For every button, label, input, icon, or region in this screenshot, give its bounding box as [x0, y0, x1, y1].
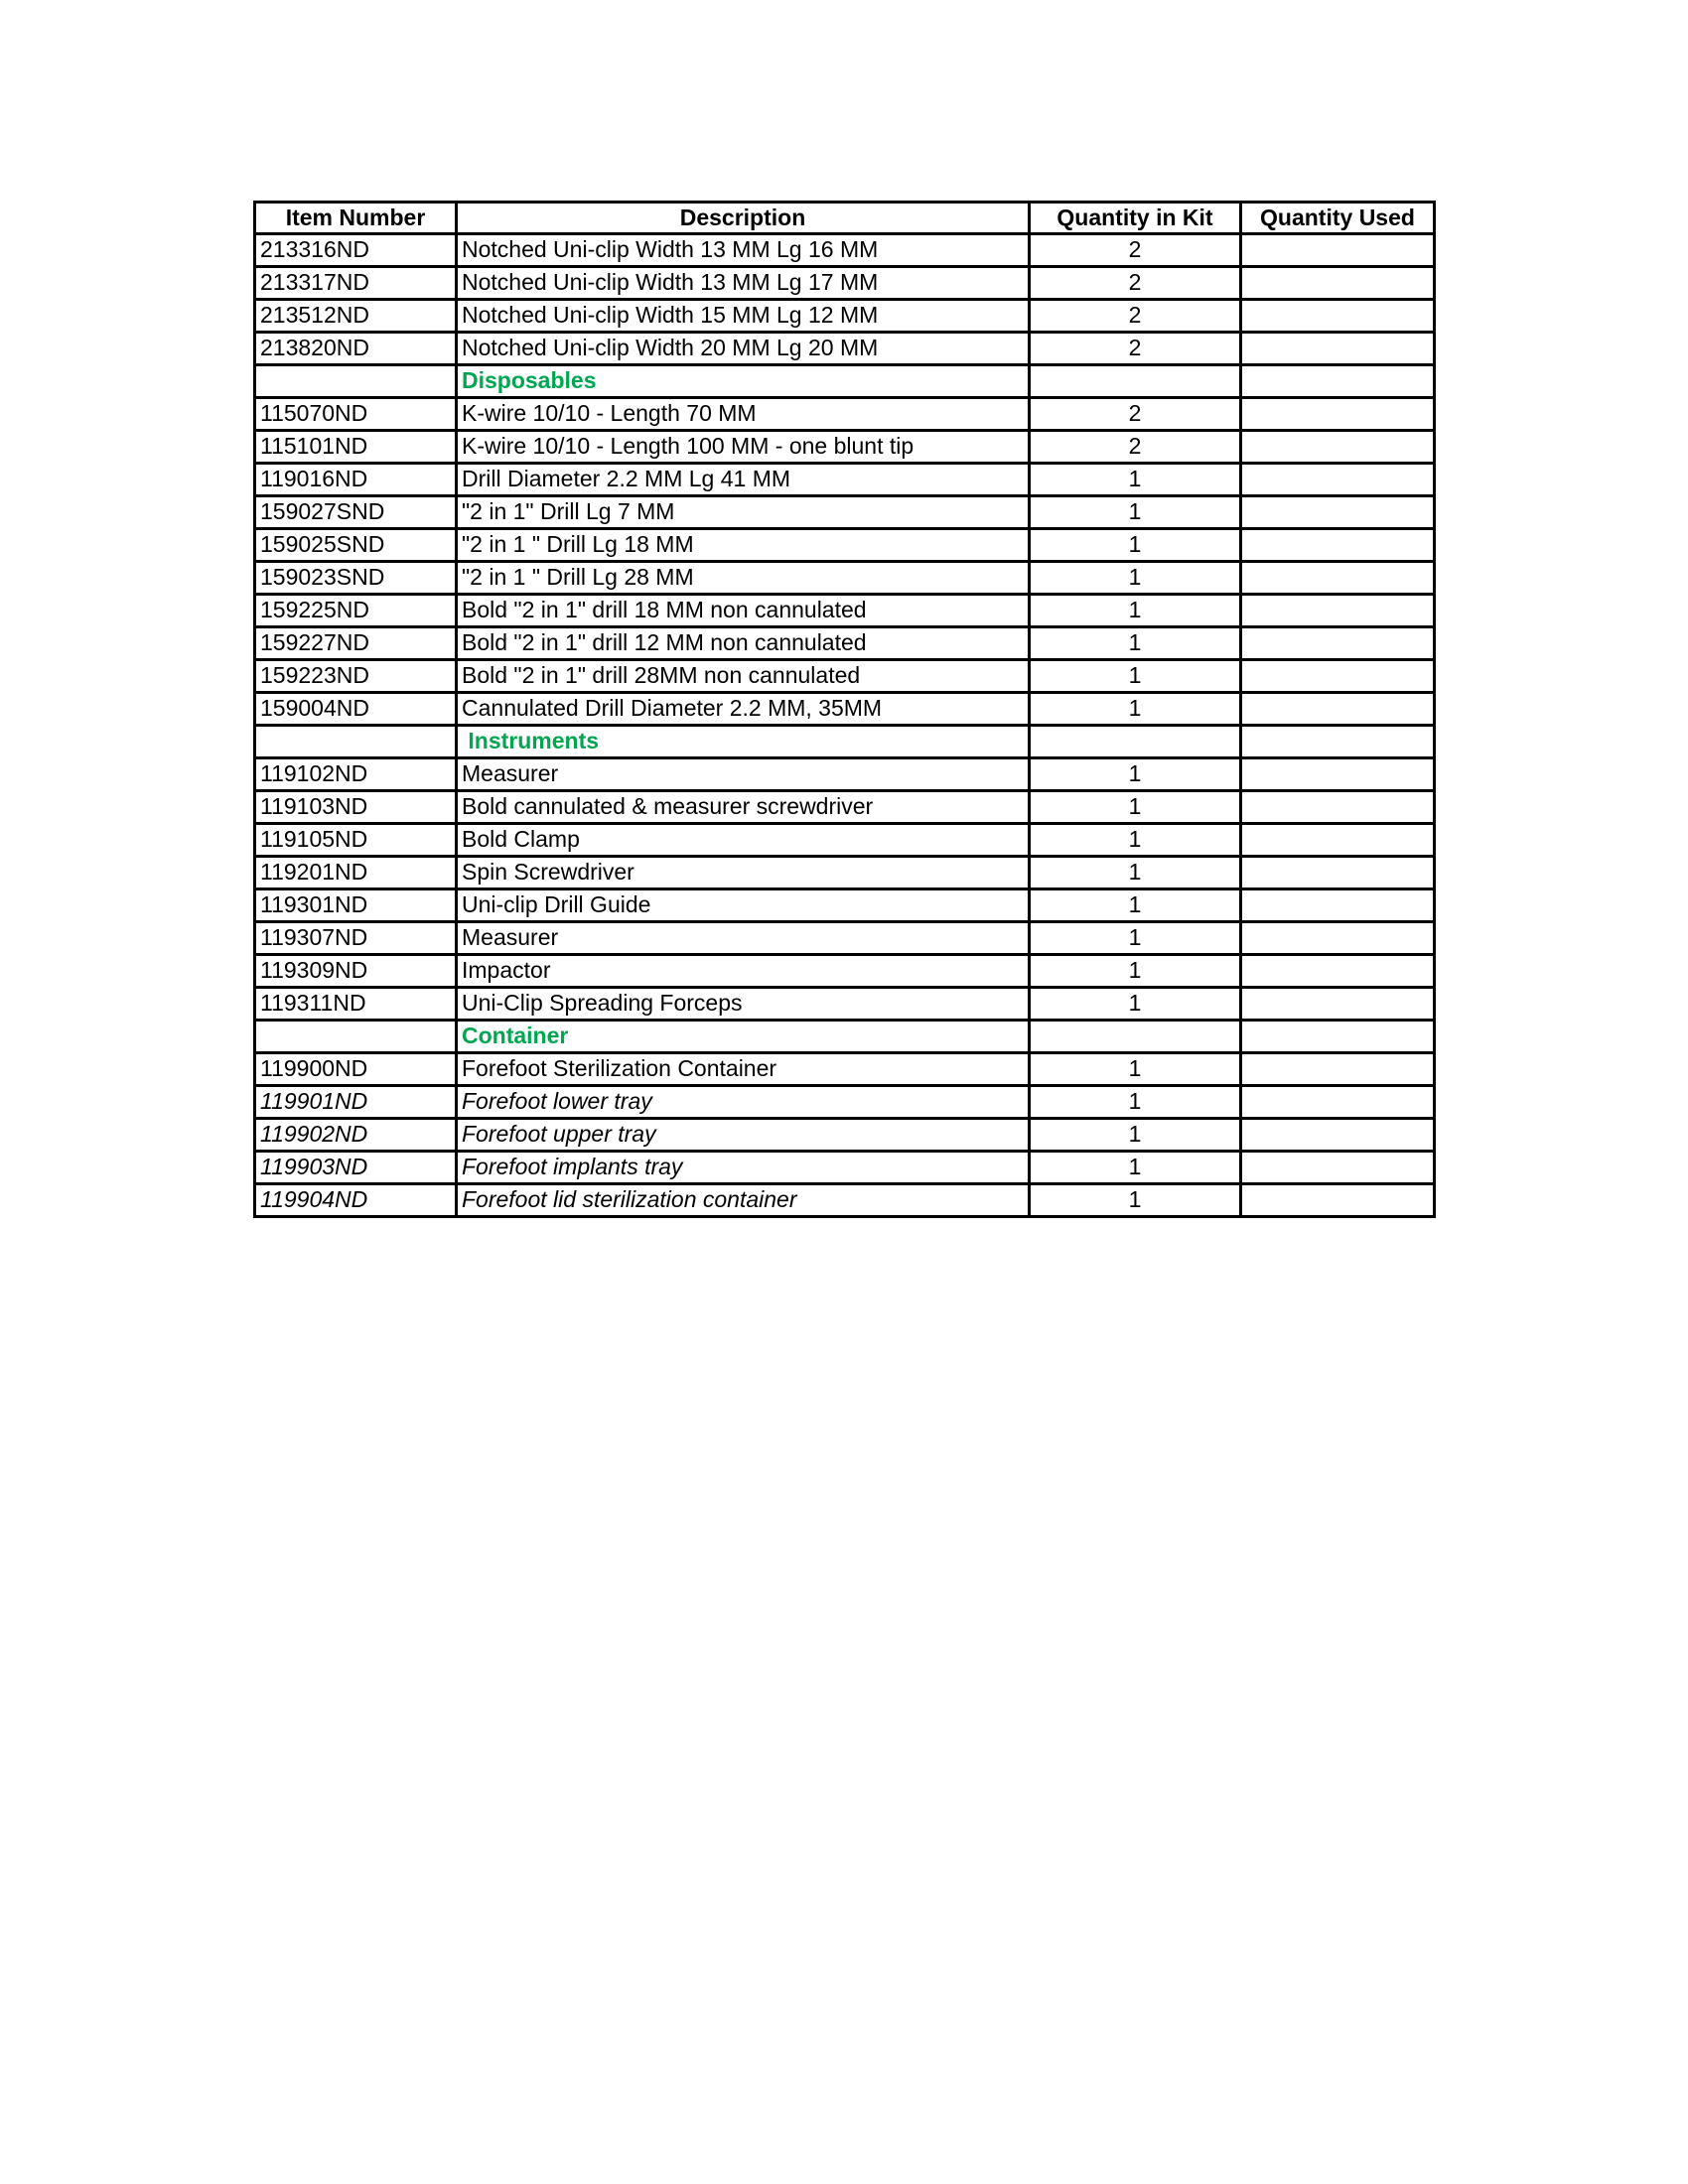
cell-description: Uni-clip Drill Guide — [457, 889, 1030, 922]
cell-quantity-used — [1241, 398, 1435, 431]
header-description: Description — [457, 203, 1030, 234]
cell-item-number: 213512ND — [255, 300, 457, 333]
cell-quantity-used — [1241, 660, 1435, 693]
cell-quantity-used — [1241, 562, 1435, 595]
cell-quantity-in-kit: 1 — [1030, 988, 1241, 1021]
header-quantity-used: Quantity Used — [1241, 203, 1435, 234]
cell-item-number: 159223ND — [255, 660, 457, 693]
cell-description: Bold "2 in 1" drill 18 MM non cannulated — [457, 595, 1030, 627]
cell-quantity-used — [1241, 857, 1435, 889]
cell-item-number: 115101ND — [255, 431, 457, 464]
cell-quantity-used — [1241, 431, 1435, 464]
table-row — [255, 1053, 1435, 1086]
cell-description: Notched Uni-clip Width 15 MM Lg 12 MM — [457, 300, 1030, 333]
section-label: Instruments — [457, 726, 1030, 758]
cell-item-number: 119903ND — [255, 1152, 457, 1184]
cell-quantity-used — [1241, 758, 1435, 791]
cell-description: Forefoot Sterilization Container — [457, 1053, 1030, 1086]
section-label: Disposables — [457, 365, 1030, 398]
cell-quantity-used — [1241, 988, 1435, 1021]
cell-quantity-in-kit: 1 — [1030, 529, 1241, 562]
cell-item-number: 119311ND — [255, 988, 457, 1021]
table-row — [255, 988, 1435, 1021]
cell-quantity-in-kit: 1 — [1030, 791, 1241, 824]
table-row — [255, 431, 1435, 464]
cell-description: Notched Uni-clip Width 13 MM Lg 17 MM — [457, 267, 1030, 300]
kit-table-body — [255, 234, 1435, 1217]
table-row — [255, 627, 1435, 660]
cell-item-number: 119102ND — [255, 758, 457, 791]
cell-item-number: 159227ND — [255, 627, 457, 660]
cell-item-number: 159004ND — [255, 693, 457, 726]
table-row — [255, 922, 1435, 955]
cell-quantity-in-kit: 1 — [1030, 464, 1241, 496]
cell-item-number: 119016ND — [255, 464, 457, 496]
cell-quantity-used — [1241, 1152, 1435, 1184]
cell-quantity-used — [1241, 267, 1435, 300]
section-label: Container — [457, 1021, 1030, 1053]
cell-quantity-in-kit — [1030, 726, 1241, 758]
cell-description: Forefoot lower tray — [457, 1086, 1030, 1119]
cell-item-number: 159225ND — [255, 595, 457, 627]
cell-item-number: 159027SND — [255, 496, 457, 529]
cell-description: Measurer — [457, 758, 1030, 791]
cell-description: Cannulated Drill Diameter 2.2 MM, 35MM — [457, 693, 1030, 726]
cell-quantity-in-kit: 1 — [1030, 857, 1241, 889]
cell-quantity-used — [1241, 234, 1435, 267]
cell-quantity-used — [1241, 496, 1435, 529]
table-row — [255, 824, 1435, 857]
cell-quantity-in-kit: 2 — [1030, 267, 1241, 300]
cell-description: "2 in 1 " Drill Lg 28 MM — [457, 562, 1030, 595]
cell-item-number: 119103ND — [255, 791, 457, 824]
cell-item-number: 119901ND — [255, 1086, 457, 1119]
table-row — [255, 955, 1435, 988]
cell-description: Bold "2 in 1" drill 12 MM non cannulated — [457, 627, 1030, 660]
table-row — [255, 562, 1435, 595]
cell-item-number: 119201ND — [255, 857, 457, 889]
cell-quantity-in-kit: 1 — [1030, 1053, 1241, 1086]
cell-quantity-in-kit: 1 — [1030, 627, 1241, 660]
cell-item-number: 213820ND — [255, 333, 457, 365]
cell-description: Forefoot implants tray — [457, 1152, 1030, 1184]
cell-item-number: 119900ND — [255, 1053, 457, 1086]
cell-description: Bold cannulated & measurer screwdriver — [457, 791, 1030, 824]
cell-quantity-in-kit: 1 — [1030, 922, 1241, 955]
kit-table-header — [255, 203, 1435, 234]
cell-quantity-in-kit: 1 — [1030, 955, 1241, 988]
table-row — [255, 660, 1435, 693]
cell-quantity-in-kit — [1030, 365, 1241, 398]
cell-quantity-in-kit: 1 — [1030, 595, 1241, 627]
cell-quantity-used — [1241, 1021, 1435, 1053]
cell-quantity-in-kit: 2 — [1030, 300, 1241, 333]
header-quantity-in-kit: Quantity in Kit — [1030, 203, 1241, 234]
table-row — [255, 889, 1435, 922]
table-row — [255, 693, 1435, 726]
cell-quantity-in-kit: 1 — [1030, 1119, 1241, 1152]
cell-quantity-in-kit: 1 — [1030, 889, 1241, 922]
cell-description: Impactor — [457, 955, 1030, 988]
table-row — [255, 1184, 1435, 1217]
table-row — [255, 496, 1435, 529]
cell-item-number — [255, 1021, 457, 1053]
cell-item-number: 119105ND — [255, 824, 457, 857]
cell-quantity-used — [1241, 824, 1435, 857]
cell-quantity-used — [1241, 365, 1435, 398]
header-row — [255, 203, 1435, 234]
cell-item-number: 119902ND — [255, 1119, 457, 1152]
cell-quantity-in-kit: 2 — [1030, 234, 1241, 267]
cell-quantity-used — [1241, 1119, 1435, 1152]
cell-item-number: 213316ND — [255, 234, 457, 267]
cell-quantity-in-kit: 2 — [1030, 398, 1241, 431]
table-row — [255, 300, 1435, 333]
cell-quantity-used — [1241, 333, 1435, 365]
cell-quantity-in-kit: 2 — [1030, 333, 1241, 365]
cell-quantity-used — [1241, 726, 1435, 758]
cell-item-number: 159023SND — [255, 562, 457, 595]
cell-description: Uni-Clip Spreading Forceps — [457, 988, 1030, 1021]
cell-quantity-used — [1241, 791, 1435, 824]
cell-quantity-used — [1241, 955, 1435, 988]
cell-item-number: 159025SND — [255, 529, 457, 562]
header-item-number: Item Number — [255, 203, 457, 234]
cell-quantity-used — [1241, 464, 1435, 496]
cell-description: Spin Screwdriver — [457, 857, 1030, 889]
table-row — [255, 234, 1435, 267]
cell-description: Forefoot lid sterilization container — [457, 1184, 1030, 1217]
table-row — [255, 529, 1435, 562]
cell-quantity-in-kit: 1 — [1030, 1152, 1241, 1184]
cell-quantity-used — [1241, 529, 1435, 562]
table-row — [255, 791, 1435, 824]
section-row — [255, 726, 1435, 758]
table-row — [255, 333, 1435, 365]
cell-quantity-in-kit: 1 — [1030, 562, 1241, 595]
table-row — [255, 267, 1435, 300]
cell-description: Notched Uni-clip Width 13 MM Lg 16 MM — [457, 234, 1030, 267]
cell-quantity-in-kit: 1 — [1030, 496, 1241, 529]
cell-item-number: 119904ND — [255, 1184, 457, 1217]
cell-item-number — [255, 365, 457, 398]
cell-quantity-used — [1241, 1184, 1435, 1217]
table-row — [255, 857, 1435, 889]
cell-description: K-wire 10/10 - Length 100 MM - one blunt tip — [457, 431, 1030, 464]
cell-quantity-in-kit: 1 — [1030, 660, 1241, 693]
cell-quantity-in-kit — [1030, 1021, 1241, 1053]
cell-quantity-in-kit: 2 — [1030, 431, 1241, 464]
cell-description: Bold "2 in 1" drill 28MM non cannulated — [457, 660, 1030, 693]
cell-quantity-used — [1241, 922, 1435, 955]
cell-quantity-used — [1241, 595, 1435, 627]
section-row — [255, 365, 1435, 398]
cell-item-number — [255, 726, 457, 758]
cell-quantity-used — [1241, 627, 1435, 660]
cell-item-number: 119309ND — [255, 955, 457, 988]
cell-description: Drill Diameter 2.2 MM Lg 41 MM — [457, 464, 1030, 496]
cell-description: Bold Clamp — [457, 824, 1030, 857]
cell-quantity-used — [1241, 300, 1435, 333]
table-row — [255, 398, 1435, 431]
cell-description: Notched Uni-clip Width 20 MM Lg 20 MM — [457, 333, 1030, 365]
table-row — [255, 464, 1435, 496]
cell-quantity-in-kit: 1 — [1030, 1184, 1241, 1217]
section-row — [255, 1021, 1435, 1053]
cell-description: K-wire 10/10 - Length 70 MM — [457, 398, 1030, 431]
kit-table — [253, 201, 1436, 1218]
cell-quantity-used — [1241, 1053, 1435, 1086]
cell-quantity-in-kit: 1 — [1030, 1086, 1241, 1119]
cell-quantity-used — [1241, 1086, 1435, 1119]
table-row — [255, 758, 1435, 791]
cell-item-number: 119307ND — [255, 922, 457, 955]
table-row — [255, 1086, 1435, 1119]
cell-description: Forefoot upper tray — [457, 1119, 1030, 1152]
cell-quantity-used — [1241, 693, 1435, 726]
cell-item-number: 115070ND — [255, 398, 457, 431]
cell-quantity-in-kit: 1 — [1030, 758, 1241, 791]
cell-description: "2 in 1" Drill Lg 7 MM — [457, 496, 1030, 529]
cell-item-number: 119301ND — [255, 889, 457, 922]
table-row — [255, 1119, 1435, 1152]
cell-quantity-in-kit: 1 — [1030, 824, 1241, 857]
cell-quantity-in-kit: 1 — [1030, 693, 1241, 726]
cell-item-number: 213317ND — [255, 267, 457, 300]
cell-description: "2 in 1 " Drill Lg 18 MM — [457, 529, 1030, 562]
cell-description: Measurer — [457, 922, 1030, 955]
table-row — [255, 595, 1435, 627]
table-row — [255, 1152, 1435, 1184]
cell-quantity-used — [1241, 889, 1435, 922]
